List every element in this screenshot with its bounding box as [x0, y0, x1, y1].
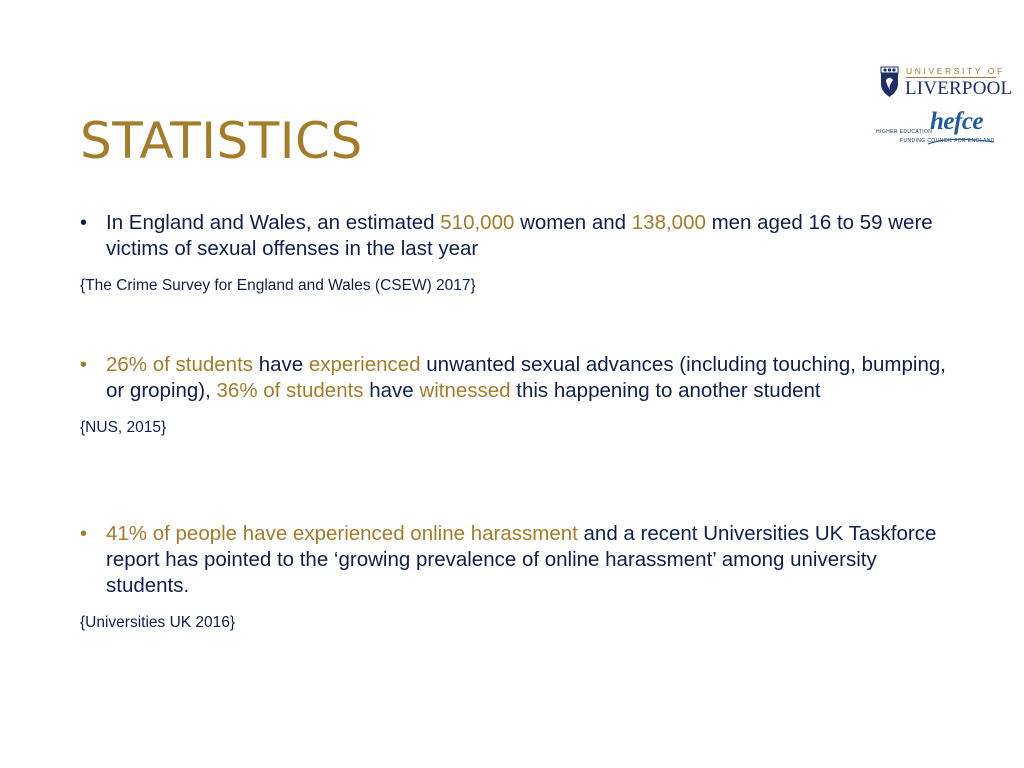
highlight-text: witnessed	[419, 379, 511, 402]
bullet-text	[106, 353, 946, 402]
highlight-text: 36% of students	[216, 379, 364, 402]
text-run: have	[253, 353, 309, 376]
citation: {NUS, 2015}	[80, 419, 167, 436]
bullet-marker: •	[80, 523, 88, 545]
stat-block-1	[80, 210, 960, 296]
hefce-swoosh-icon	[926, 134, 996, 152]
citation: {Universities UK 2016}	[80, 614, 236, 631]
bullet-text	[106, 211, 933, 260]
highlight-women-count: 510,000	[440, 211, 515, 234]
stat-bullet-1	[80, 210, 960, 262]
text-run: women and	[514, 211, 632, 234]
text-run: unwanted sexual advances (including touching, bumping, or groping),	[106, 353, 946, 402]
highlight-text: 41% of people have experienced online harassment	[106, 522, 578, 545]
hefce-line-1: HIGHER EDUCATION	[876, 129, 933, 135]
stat-block-2	[80, 352, 960, 438]
highlight-men-count: 138,000	[631, 211, 706, 234]
text-run: have	[363, 379, 420, 402]
bullet-text	[106, 522, 936, 597]
text-run: and a recent Universities UK Taskforce report has pointed to the ‘growing prevalence of online harassment’ among university students.	[106, 522, 937, 597]
stat-block-3	[80, 521, 960, 633]
university-of-liverpool-logo	[880, 64, 1013, 100]
crest-shield-icon	[880, 66, 899, 98]
stat-bullet-3	[80, 521, 960, 599]
citation: {The Crime Survey for England and Wales (CSEW) 2017}	[80, 277, 476, 294]
text-run: men aged 16 to 59 were victims of sexual offenses in the last year	[106, 211, 933, 260]
text-run: this happening to another student	[510, 379, 821, 402]
bullet-marker: •	[80, 354, 88, 376]
hefce-line-2: FUNDING COUNCIL FOR ENGLAND	[900, 138, 995, 144]
liverpool-logo-wordmark: LIVERPOOL	[905, 78, 1013, 99]
highlight-text: 26% of students	[106, 353, 254, 376]
stat-bullet-2	[80, 352, 960, 404]
text-run: In England and Wales, an estimated	[106, 211, 441, 234]
liverpool-logo-top-line: UNIVERSITY OF	[906, 66, 1005, 76]
hefce-logo	[874, 108, 998, 152]
hefce-wordmark: hefce	[930, 108, 984, 135]
highlight-text: experienced	[308, 353, 421, 376]
bullet-marker: •	[80, 212, 88, 234]
slide-title: STATISTICS	[80, 111, 363, 170]
